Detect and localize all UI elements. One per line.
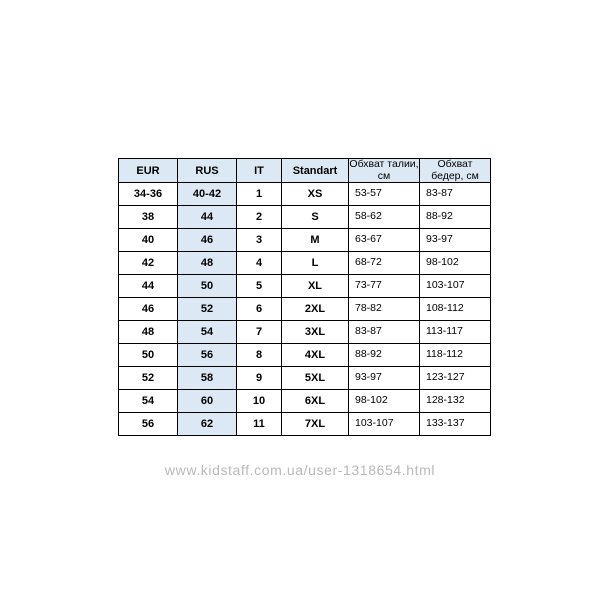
cell-rus: 46 xyxy=(178,229,237,252)
cell-standart: L xyxy=(282,252,349,275)
table-row xyxy=(119,390,491,413)
cell-rus: 62 xyxy=(178,413,237,436)
cell-rus: 40-42 xyxy=(178,183,237,206)
cell-it: 10 xyxy=(237,390,282,413)
cell-hip: 133-137 xyxy=(420,413,491,436)
cell-rus: 50 xyxy=(178,275,237,298)
watermark-text: www.kidstaff.com.ua/user-1318654.html xyxy=(164,462,436,478)
cell-standart: S xyxy=(282,206,349,229)
cell-it: 2 xyxy=(237,206,282,229)
cell-waist: 58-62 xyxy=(349,206,420,229)
cell-rus: 48 xyxy=(178,252,237,275)
cell-waist: 78-82 xyxy=(349,298,420,321)
cell-eur: 52 xyxy=(119,367,178,390)
cell-standart: 6XL xyxy=(282,390,349,413)
cell-hip: 108-112 xyxy=(420,298,491,321)
cell-it: 7 xyxy=(237,321,282,344)
cell-hip: 98-102 xyxy=(420,252,491,275)
cell-waist: 53-57 xyxy=(349,183,420,206)
cell-standart: 4XL xyxy=(282,344,349,367)
table-row xyxy=(119,413,491,436)
cell-eur: 46 xyxy=(119,298,178,321)
cell-waist: 73-77 xyxy=(349,275,420,298)
cell-hip: 88-92 xyxy=(420,206,491,229)
table-row xyxy=(119,275,491,298)
column-header-hip: Обхват бедер, см xyxy=(420,159,491,183)
cell-hip: 103-107 xyxy=(420,275,491,298)
cell-waist: 88-92 xyxy=(349,344,420,367)
cell-it: 8 xyxy=(237,344,282,367)
cell-waist: 63-67 xyxy=(349,229,420,252)
cell-it: 11 xyxy=(237,413,282,436)
cell-standart: XL xyxy=(282,275,349,298)
size-chart-container xyxy=(118,158,484,436)
cell-hip: 113-117 xyxy=(420,321,491,344)
table-body xyxy=(119,183,491,436)
table-header-row xyxy=(119,159,491,183)
table-row xyxy=(119,367,491,390)
cell-standart: 5XL xyxy=(282,367,349,390)
cell-eur: 56 xyxy=(119,413,178,436)
cell-eur: 42 xyxy=(119,252,178,275)
cell-standart: 2XL xyxy=(282,298,349,321)
cell-rus: 44 xyxy=(178,206,237,229)
cell-standart: XS xyxy=(282,183,349,206)
cell-eur: 38 xyxy=(119,206,178,229)
cell-rus: 52 xyxy=(178,298,237,321)
cell-waist: 68-72 xyxy=(349,252,420,275)
cell-it: 1 xyxy=(237,183,282,206)
cell-standart: M xyxy=(282,229,349,252)
cell-eur: 54 xyxy=(119,390,178,413)
cell-hip: 128-132 xyxy=(420,390,491,413)
column-header-rus: RUS xyxy=(178,159,237,183)
table-header xyxy=(119,159,491,183)
cell-waist: 83-87 xyxy=(349,321,420,344)
table-row xyxy=(119,298,491,321)
cell-hip: 83-87 xyxy=(420,183,491,206)
table-row xyxy=(119,183,491,206)
cell-waist: 98-102 xyxy=(349,390,420,413)
cell-standart: 7XL xyxy=(282,413,349,436)
column-header-standart: Standart xyxy=(282,159,349,183)
cell-it: 3 xyxy=(237,229,282,252)
cell-standart: 3XL xyxy=(282,321,349,344)
cell-rus: 56 xyxy=(178,344,237,367)
cell-eur: 48 xyxy=(119,321,178,344)
cell-hip: 118-112 xyxy=(420,344,491,367)
cell-it: 6 xyxy=(237,298,282,321)
column-header-waist: Обхват талии, см xyxy=(349,158,419,182)
table-row xyxy=(119,229,491,252)
column-header-eur: EUR xyxy=(119,159,178,183)
cell-eur: 44 xyxy=(119,275,178,298)
cell-waist: 103-107 xyxy=(349,413,420,436)
cell-eur: 34-36 xyxy=(119,183,178,206)
column-header-it: IT xyxy=(237,159,282,183)
table-row xyxy=(119,206,491,229)
cell-hip: 123-127 xyxy=(420,367,491,390)
size-chart-table xyxy=(118,158,491,436)
cell-it: 4 xyxy=(237,252,282,275)
cell-it: 9 xyxy=(237,367,282,390)
cell-eur: 40 xyxy=(119,229,178,252)
cell-rus: 58 xyxy=(178,367,237,390)
table-row xyxy=(119,252,491,275)
table-row xyxy=(119,321,491,344)
cell-rus: 60 xyxy=(178,390,237,413)
cell-hip: 93-97 xyxy=(420,229,491,252)
cell-eur: 50 xyxy=(119,344,178,367)
cell-it: 5 xyxy=(237,275,282,298)
cell-rus: 54 xyxy=(178,321,237,344)
cell-waist: 93-97 xyxy=(349,367,420,390)
table-row xyxy=(119,344,491,367)
